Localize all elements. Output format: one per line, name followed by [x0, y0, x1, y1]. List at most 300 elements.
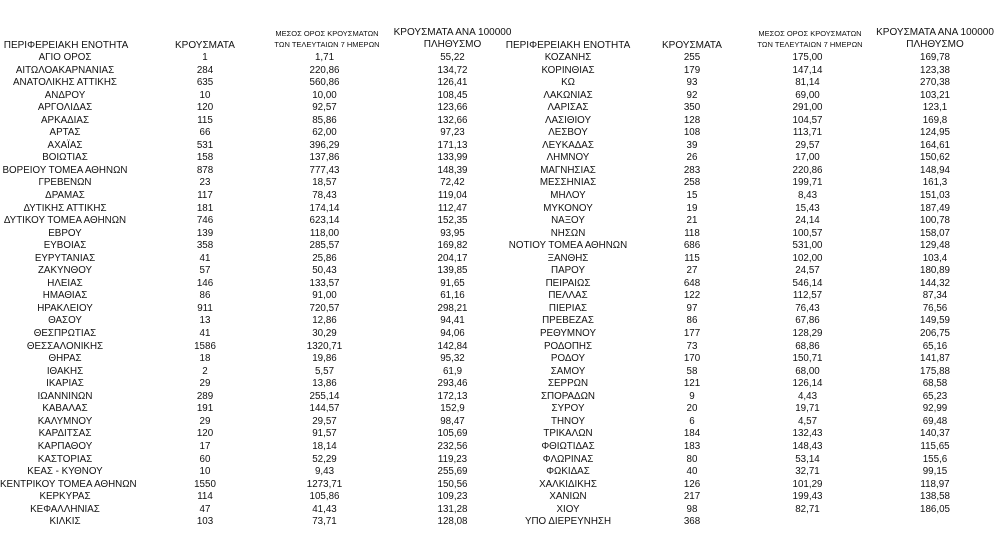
region-cell: ΜΥΚΟΝΟΥ: [543, 202, 593, 214]
table-row: [504, 177, 1000, 190]
avg-header-line1: ΜΕΣΟΣ ΟΡΟΣ ΚΡΟΥΣΜΑΤΩΝ: [275, 29, 379, 38]
avg-7day-cell: 104,57: [792, 114, 823, 126]
cases-cell: 179: [683, 64, 701, 76]
avg-7day-cell: 91,00: [312, 290, 337, 302]
table-row: [504, 102, 1000, 115]
per100k-cell: 123,66: [437, 102, 468, 114]
per100k-cell: 76,56: [922, 302, 948, 314]
avg-7day-cell: 101,29: [792, 478, 823, 490]
table-row: [0, 228, 510, 241]
table-row: [504, 127, 1000, 140]
per100k-header-line2: ΠΛΗΘΥΣΜΟ: [423, 39, 482, 50]
avg-7day-cell: 128,29: [792, 328, 823, 340]
avg-7day-cell: 17,00: [795, 152, 820, 164]
cases-cell: 118: [684, 227, 700, 239]
region-cell: ΓΡΕΒΕΝΩΝ: [38, 177, 92, 189]
region-cell: ΝΗΣΩΝ: [550, 227, 586, 239]
cases-cell: 73: [686, 340, 698, 352]
region-cell: ΝΟΤΙΟΥ ΤΟΜΕΑ ΑΘΗΝΩΝ: [508, 240, 628, 252]
per100k-cell: 119,04: [437, 190, 468, 202]
region-cell: ΜΑΓΝΗΣΙΑΣ: [540, 164, 596, 176]
per100k-cell: 55,22: [440, 52, 465, 63]
per100k-cell: 65,16: [922, 340, 948, 352]
region-cell: ΚΑΒΑΛΑΣ: [42, 403, 88, 415]
per100k-cell: 61,16: [440, 290, 465, 302]
avg-7day-cell: 1320,71: [306, 340, 343, 352]
table-row: [504, 504, 1000, 517]
avg-7day-cell: 67,86: [795, 315, 820, 327]
avg-7day-cell: 199,43: [792, 491, 823, 503]
per100k-cell: 149,59: [920, 315, 950, 327]
avg-7day-cell: 4,57: [797, 415, 818, 427]
cases-cell: 21: [686, 215, 698, 227]
per100k-cell: 69,48: [922, 415, 948, 427]
region-cell: ΕΒΡΟΥ: [48, 227, 82, 239]
avg-7day-cell: 53,14: [795, 453, 820, 465]
cases-cell: 258: [683, 177, 701, 189]
region-cell: ΚΕΝΤΡΙΚΟΥ ΤΟΜΕΑ ΑΘΗΝΩΝ: [0, 478, 137, 490]
table-row: [504, 353, 1000, 366]
cases-cell: 1586: [194, 340, 216, 352]
region-cell: ΑΡΓΟΛΙΔΑΣ: [37, 102, 93, 114]
table-row: [0, 265, 510, 278]
per100k-cell: 95,32: [440, 353, 465, 365]
cases-cell: 120: [196, 428, 214, 440]
per100k-cell: 91,65: [440, 277, 465, 289]
table-row: [504, 152, 1000, 165]
cases-cell: 66: [199, 127, 211, 139]
region-cell: ΚΟΡΙΝΘΙΑΣ: [541, 64, 595, 76]
avg-7day-cell: 199,71: [792, 177, 823, 189]
cases-cell: 686: [683, 240, 701, 252]
region-cell: ΒΟΡΕΙΟΥ ΤΟΜΕΑ ΑΘΗΝΩΝ: [2, 164, 128, 176]
cases-cell: 114: [197, 491, 213, 503]
per100k-cell: 133,99: [437, 152, 468, 164]
per100k-cell: 164,61: [920, 139, 950, 151]
cases-cell: 121: [683, 378, 701, 390]
table-row: [0, 303, 510, 316]
table-row: [504, 341, 1000, 354]
per100k-cell: 93,95: [440, 227, 465, 239]
cases-cell: 635: [196, 77, 214, 89]
region-cell: ΚΑΛΥΜΝΟΥ: [37, 415, 93, 427]
region-cell: ΤΡΙΚΑΛΩΝ: [543, 428, 593, 440]
avg-7day-cell: 133,57: [309, 277, 340, 289]
region-cell: ΘΕΣΣΑΛΟΝΙΚΗΣ: [26, 340, 104, 352]
table-row: [504, 466, 1000, 479]
avg-7day-cell: 29,57: [312, 415, 337, 427]
avg-7day-cell: 41,43: [312, 503, 337, 515]
cases-cell: 358: [196, 240, 214, 252]
region-cell: ΙΚΑΡΙΑΣ: [46, 378, 84, 390]
region-cell: ΝΑΞΟΥ: [551, 215, 585, 227]
per100k-cell: 298,21: [437, 302, 468, 314]
cases-cell: 368: [683, 516, 701, 528]
table-row: [0, 77, 510, 90]
per100k-cell: 141,87: [920, 353, 950, 365]
cases-header: ΚΡΟΥΣΜΑΤΑ: [175, 40, 235, 51]
region-cell: ΦΘΙΩΤΙΔΑΣ: [541, 440, 595, 452]
avg-7day-cell: 85,86: [312, 114, 337, 126]
per100k-cell: 131,28: [437, 503, 468, 515]
avg-7day-cell: 150,71: [792, 353, 823, 365]
cases-cell: 255: [683, 52, 701, 63]
per100k-header-line1: ΚΡΟΥΣΜΑΤΑ ΑΝΑ 100000: [876, 27, 994, 38]
table-row: [0, 65, 510, 78]
region-cell: ΛΕΥΚΑΔΑΣ: [542, 139, 594, 151]
per100k-header-line1: ΚΡΟΥΣΜΑΤΑ ΑΝΑ 100000: [393, 27, 512, 38]
cases-cell: 60: [199, 453, 211, 465]
per100k-cell: 94,41: [440, 315, 465, 327]
region-cell: ΚΕΦΑΛΛΗΝΙΑΣ: [30, 503, 100, 515]
per100k-cell: 124,95: [920, 127, 950, 139]
avg-7day-cell: 13,86: [312, 378, 337, 390]
region-cell: ΜΗΛΟΥ: [550, 190, 586, 202]
avg-7day-cell: 560,86: [309, 77, 340, 89]
cases-cell: 181: [196, 202, 214, 214]
per100k-cell: 115,65: [920, 440, 950, 452]
region-cell: ΠΕΛΛΑΣ: [548, 290, 588, 302]
per100k-cell: 148,94: [920, 164, 950, 176]
per100k-cell: 150,62: [920, 152, 950, 164]
table-row: [0, 428, 510, 441]
region-cell: ΑΝΑΤΟΛΙΚΗΣ ΑΤΤΙΚΗΣ: [13, 77, 117, 89]
table-row: [504, 115, 1000, 128]
table-row: [504, 290, 1000, 303]
avg-7day-cell: 78,43: [312, 190, 337, 202]
avg-7day-cell: 102,00: [792, 252, 823, 264]
avg-7day-cell: 132,43: [792, 428, 823, 440]
per100k-cell: 175,88: [920, 365, 950, 377]
avg-7day-cell: 777,43: [309, 164, 340, 176]
table-row: [0, 341, 510, 354]
cases-cell: 98: [686, 503, 698, 515]
cases-cell: 86: [686, 315, 698, 327]
avg-7day-cell: 720,57: [309, 302, 340, 314]
per100k-cell: 270,38: [920, 77, 950, 89]
region-cell: ΦΛΩΡΙΝΑΣ: [542, 453, 594, 465]
avg-7day-cell: 62,00: [312, 127, 337, 139]
table-row: [504, 90, 1000, 103]
avg-7day-cell: 112,57: [792, 290, 823, 302]
avg-7day-cell: 19,71: [795, 403, 820, 415]
per100k-cell: 172,13: [437, 390, 468, 402]
region-cell: ΘΕΣΠΡΩΤΙΑΣ: [33, 328, 97, 340]
avg-7day-cell: 25,86: [312, 252, 337, 264]
cases-cell: 183: [683, 440, 701, 452]
avg-7day-cell: 113,71: [792, 127, 823, 139]
cases-cell: 139: [196, 227, 214, 239]
region-cell: ΙΘΑΚΗΣ: [46, 365, 84, 377]
region-cell: ΚΙΛΚΙΣ: [49, 516, 81, 528]
cases-cell: 80: [686, 453, 698, 465]
table-row: [0, 215, 510, 228]
cases-cell: 350: [683, 102, 701, 114]
table-row: [504, 240, 1000, 253]
cases-cell: 47: [199, 503, 211, 515]
cases-cell: 10: [199, 466, 211, 478]
per100k-cell: 72,42: [440, 177, 465, 189]
per100k-cell: 206,75: [920, 328, 950, 340]
region-cell: ΔΥΤΙΚΟΥ ΤΟΜΕΑ ΑΘΗΝΩΝ: [3, 215, 127, 227]
avg-7day-cell: 50,43: [312, 265, 337, 277]
region-cell: ΠΑΡΟΥ: [551, 265, 585, 277]
cases-cell: 26: [686, 152, 698, 164]
per100k-cell: 151,03: [920, 190, 950, 202]
cases-cell: 29: [199, 378, 211, 390]
table-row: [0, 466, 510, 479]
avg-7day-cell: 1273,71: [306, 478, 343, 490]
avg-7day-cell: 396,29: [309, 139, 340, 151]
per100k-cell: 169,8: [922, 114, 948, 126]
table-row: [0, 366, 510, 379]
cases-cell: 27: [686, 265, 698, 277]
avg-7day-cell: 9,43: [314, 466, 335, 478]
avg-7day-cell: 147,14: [792, 64, 823, 76]
right-cases-table: [504, 0, 1000, 528]
region-cell: ΧΑΛΚΙΔΙΚΗΣ: [539, 478, 597, 490]
table-row: [0, 504, 510, 517]
table-row: [504, 366, 1000, 379]
left-table-body: [0, 52, 510, 529]
table-row: [504, 215, 1000, 228]
region-cell: ΣΠΟΡΑΔΩΝ: [540, 390, 596, 402]
avg-header-line2: ΤΩΝ ΤΕΛΕΥΤΑΙΩΝ 7 ΗΜΕΡΩΝ: [757, 40, 863, 49]
per100k-cell: 92,99: [922, 403, 948, 415]
cases-cell: 878: [196, 164, 214, 176]
per100k-cell: 103,4: [922, 252, 948, 264]
left-cases-table: [0, 0, 512, 528]
per100k-cell: 152,9: [440, 403, 465, 415]
region-cell: ΚΕΡΚΥΡΑΣ: [39, 491, 91, 503]
cases-cell: 2: [202, 365, 208, 377]
avg-7day-cell: 24,14: [795, 215, 820, 227]
avg-7day-cell: 30,29: [312, 328, 337, 340]
avg-7day-cell: 8,43: [797, 190, 818, 202]
region-cell: ΚΑΣΤΟΡΙΑΣ: [37, 453, 93, 465]
region-cell: ΔΥΤΙΚΗΣ ΑΤΤΙΚΗΣ: [23, 202, 107, 214]
table-row: [504, 77, 1000, 90]
per100k-cell: 112,47: [437, 202, 468, 214]
per100k-cell: 161,3: [922, 177, 948, 189]
per100k-cell: 169,82: [437, 240, 468, 252]
cases-cell: 40: [686, 466, 698, 478]
cases-cell: 92: [686, 89, 698, 101]
region-cell: ΘΗΡΑΣ: [48, 353, 82, 365]
per100k-cell: 150,56: [437, 478, 468, 490]
per100k-cell: 152,35: [437, 215, 468, 227]
region-header: ΠΕΡΙΦΕΡΕΙΑΚΗ ΕΝΟΤΗΤΑ: [505, 40, 631, 51]
avg-7day-cell: 285,57: [309, 240, 340, 252]
per100k-cell: 108,45: [437, 89, 468, 101]
cases-cell: 29: [199, 415, 211, 427]
region-cell: ΣΥΡΟΥ: [551, 403, 585, 415]
table-row: [504, 253, 1000, 266]
region-cell: ΑΙΤΩΛΟΑΚΑΡΝΑΝΙΑΣ: [15, 64, 115, 76]
region-cell: ΡΟΔΟΥ: [550, 353, 586, 365]
table-row: [504, 190, 1000, 203]
table-row: [0, 240, 510, 253]
per100k-cell: 169,78: [920, 52, 950, 63]
cases-cell: 18: [199, 353, 211, 365]
per100k-cell: 105,69: [437, 428, 468, 440]
region-cell: ΡΕΘΥΜΝΟΥ: [540, 328, 596, 340]
per100k-cell: 94,06: [440, 328, 465, 340]
table-row: [504, 378, 1000, 391]
cases-cell: 57: [199, 265, 211, 277]
region-cell: ΣΑΜΟΥ: [550, 365, 586, 377]
per100k-cell: 148,39: [437, 164, 468, 176]
per100k-cell: 109,23: [437, 491, 468, 503]
cases-cell: 39: [686, 139, 698, 151]
cases-cell: 103: [196, 516, 214, 528]
table-row: [0, 140, 510, 153]
avg-7day-cell: 4,43: [797, 390, 818, 402]
table-row: [504, 441, 1000, 454]
table-row: [504, 391, 1000, 404]
region-cell: ΤΗΝΟΥ: [551, 415, 585, 427]
table-row: [504, 140, 1000, 153]
avg-7day-cell: 144,57: [309, 403, 340, 415]
cases-cell: 911: [197, 302, 213, 314]
table-row: [504, 328, 1000, 341]
avg-header-line2: ΤΩΝ ΤΕΛΕΥΤΑΙΩΝ 7 ΗΜΕΡΩΝ: [274, 40, 380, 49]
cases-cell: 10: [199, 89, 211, 101]
region-cell: ΚΕΑΣ - ΚΥΘΝΟΥ: [27, 466, 103, 478]
table-row: [0, 479, 510, 492]
per100k-cell: 97,23: [440, 127, 465, 139]
right-table-body: [504, 52, 1000, 529]
cases-cell: 19: [686, 202, 698, 214]
table-row: [504, 491, 1000, 504]
table-row: [0, 203, 510, 216]
region-cell: ΑΓΙΟ ΟΡΟΣ: [38, 52, 92, 63]
table-row: [0, 177, 510, 190]
cases-cell: 115: [684, 252, 700, 264]
avg-7day-cell: 81,14: [795, 77, 820, 89]
per100k-cell: 123,1: [922, 102, 948, 114]
cases-cell: 93: [686, 77, 698, 89]
cases-cell: 746: [196, 215, 214, 227]
region-cell: ΚΑΡΠΑΘΟΥ: [37, 440, 93, 452]
region-header: ΠΕΡΙΦΕΡΕΙΑΚΗ ΕΝΟΤΗΤΑ: [3, 40, 129, 51]
cases-cell: 126: [683, 478, 701, 490]
avg-7day-cell: 291,00: [792, 102, 823, 114]
region-cell: ΛΕΣΒΟΥ: [548, 127, 588, 139]
per100k-cell: 140,37: [920, 428, 950, 440]
avg-7day-cell: 5,57: [314, 365, 335, 377]
avg-7day-cell: 91,57: [312, 428, 337, 440]
cases-cell: 146: [196, 277, 214, 289]
cases-cell: 283: [683, 164, 701, 176]
table-row: [0, 353, 510, 366]
cases-cell: 122: [683, 290, 701, 302]
table-row: [0, 102, 510, 115]
avg-7day-cell: 175,00: [792, 52, 823, 63]
table-row: [0, 378, 510, 391]
per100k-cell: 129,48: [920, 240, 950, 252]
region-cell: ΠΙΕΡΙΑΣ: [548, 302, 588, 314]
per100k-cell: 119,23: [437, 453, 468, 465]
cases-cell: 120: [196, 102, 214, 114]
per100k-cell: 232,56: [437, 440, 468, 452]
cases-cell: 289: [196, 390, 214, 402]
cases-cell: 9: [689, 390, 695, 402]
cases-cell: 1: [202, 52, 208, 63]
per100k-cell: 87,34: [922, 290, 948, 302]
table-row: [504, 416, 1000, 429]
per100k-cell: 134,72: [437, 64, 468, 76]
region-cell: ΒΟΙΩΤΙΑΣ: [42, 152, 88, 164]
region-cell: ΘΑΣΟΥ: [48, 315, 82, 327]
table-row: [504, 454, 1000, 467]
cases-cell: 284: [196, 64, 214, 76]
avg-7day-cell: 126,14: [792, 378, 823, 390]
table-row: [504, 228, 1000, 241]
cases-cell: 41: [199, 252, 211, 264]
region-cell: ΖΑΚΥΝΘΟΥ: [37, 265, 93, 277]
region-cell: ΕΥΒΟΙΑΣ: [43, 240, 87, 252]
per100k-cell: 187,49: [920, 202, 950, 214]
table-row: [504, 303, 1000, 316]
left-table-header: [0, 0, 510, 52]
region-cell: ΗΡΑΚΛΕΙΟΥ: [37, 302, 93, 314]
table-row: [0, 403, 510, 416]
cases-cell: 170: [683, 353, 701, 365]
per100k-cell: 204,17: [437, 252, 468, 264]
region-cell: ΧΙΟΥ: [556, 503, 580, 515]
region-cell: ΜΕΣΣΗΝΙΑΣ: [539, 177, 597, 189]
per100k-cell: 171,13: [437, 139, 468, 151]
region-cell: ΔΡΑΜΑΣ: [45, 190, 85, 202]
table-row: [504, 65, 1000, 78]
region-cell: ΛΑΣΙΘΙΟΥ: [544, 114, 592, 126]
region-cell: ΛΑΡΙΣΑΣ: [547, 102, 589, 114]
table-row: [0, 491, 510, 504]
cases-cell: 23: [199, 177, 211, 189]
region-cell: ΥΠΟ ΔΙΕΡΕΥΝΗΣΗ: [524, 516, 612, 528]
table-row: [0, 127, 510, 140]
table-row: [0, 253, 510, 266]
region-cell: ΕΥΡΥΤΑΝΙΑΣ: [34, 252, 96, 264]
table-row: [504, 265, 1000, 278]
per100k-cell: 118,97: [920, 478, 950, 490]
table-row: [0, 391, 510, 404]
table-row: [0, 416, 510, 429]
region-cell: ΑΧΑΪΑΣ: [47, 139, 83, 151]
avg-7day-cell: 118,00: [309, 227, 340, 239]
avg-7day-cell: 220,86: [309, 64, 340, 76]
cases-header: ΚΡΟΥΣΜΑΤΑ: [662, 40, 722, 51]
cases-cell: 41: [199, 328, 211, 340]
per100k-cell: 126,41: [437, 77, 468, 89]
region-cell: ΦΩΚΙΔΑΣ: [546, 466, 590, 478]
per100k-cell: 103,21: [920, 89, 950, 101]
table-row: [504, 52, 1000, 65]
avg-7day-cell: 105,86: [309, 491, 340, 503]
region-cell: ΞΑΝΘΗΣ: [547, 252, 589, 264]
per100k-cell: 100,78: [920, 215, 950, 227]
avg-7day-cell: 24,57: [795, 265, 820, 277]
per100k-cell: 138,58: [920, 491, 950, 503]
cases-cell: 648: [683, 277, 701, 289]
cases-cell: 217: [683, 491, 701, 503]
table-row: [0, 90, 510, 103]
avg-7day-cell: 29,57: [795, 139, 820, 151]
table-row: [504, 278, 1000, 291]
per100k-cell: 128,08: [437, 516, 468, 528]
per100k-cell: 186,05: [920, 503, 950, 515]
